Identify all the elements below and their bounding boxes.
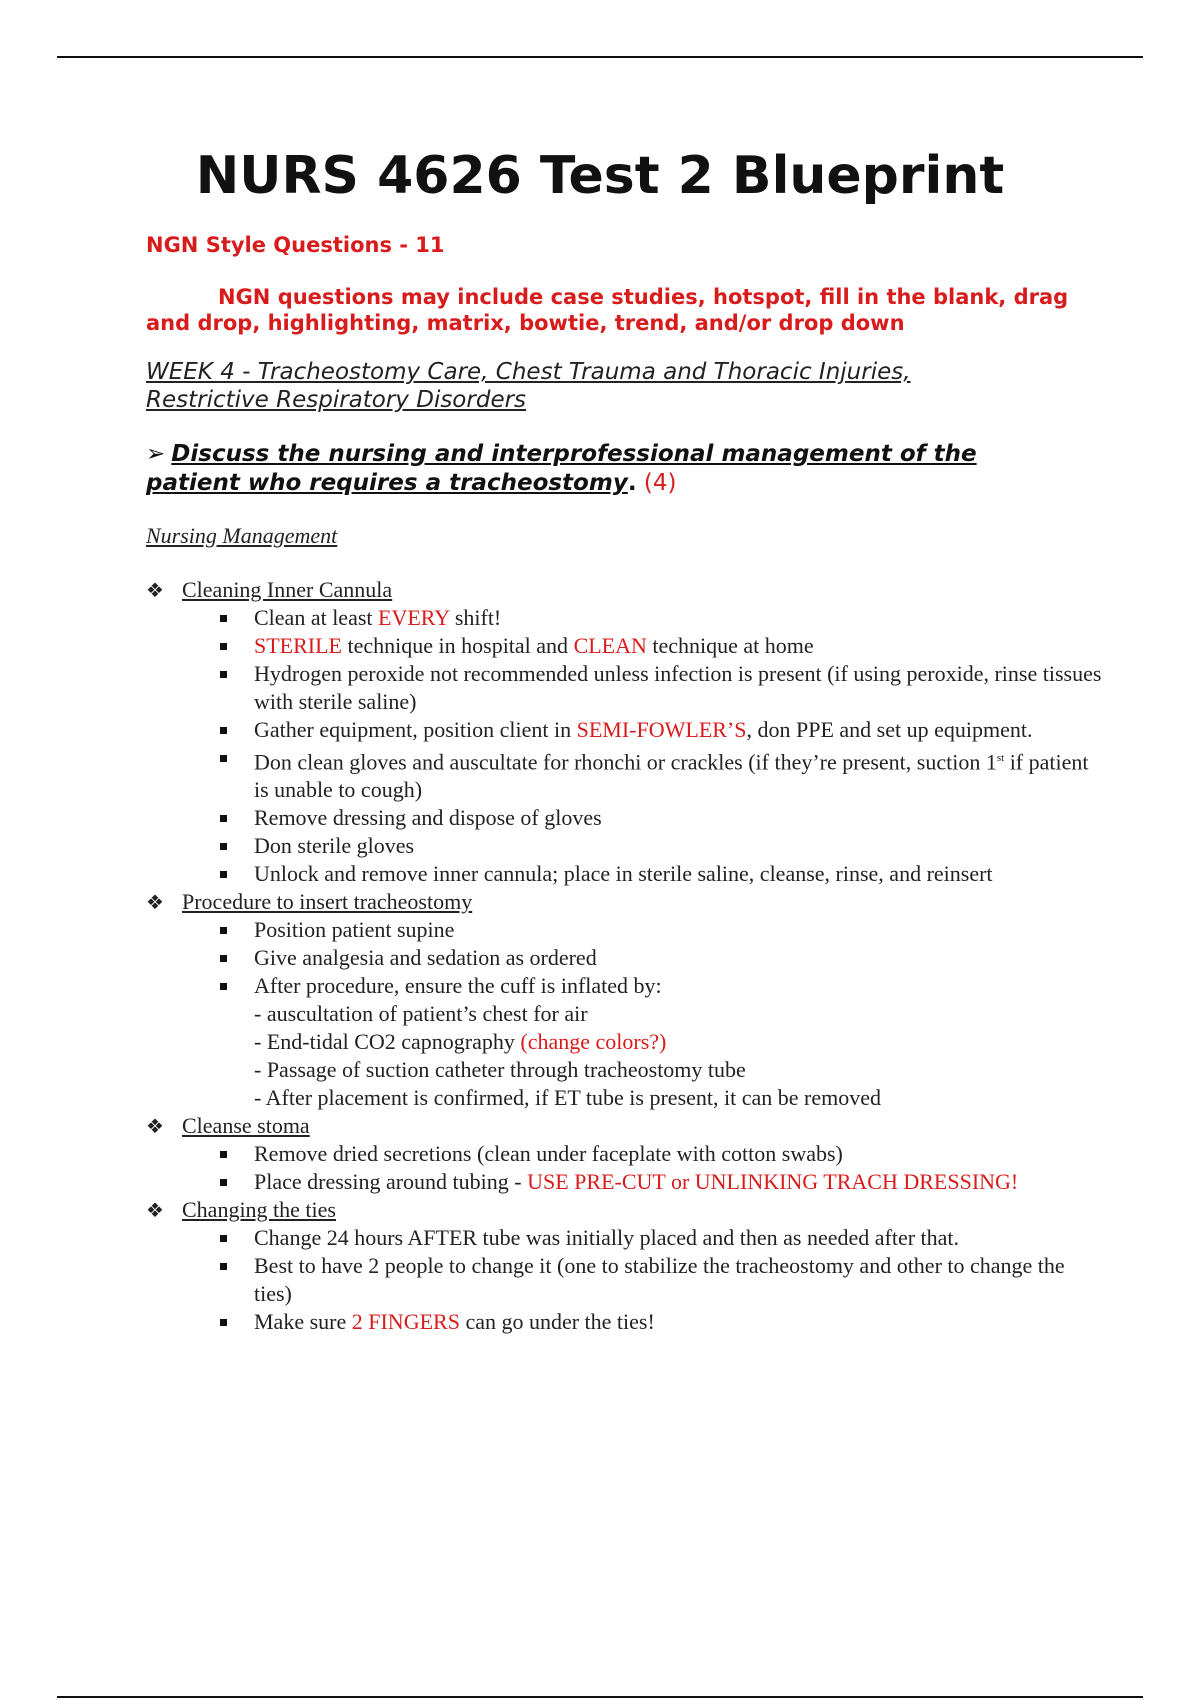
square-bullet-icon [220,1263,227,1270]
square-bullet-icon [220,815,227,822]
objective-period: . [627,470,637,496]
list-item: Best to have 2 people to change it (one to stabilize the tracheostomy and other to change the ties) [146,1252,1106,1308]
list-item: STERILE technique in hospital and CLEAN technique at home [146,632,1106,660]
section [146,1112,1106,1196]
diamond-bullet-icon: ❖ [146,890,164,915]
list-item: Unlock and remove inner cannula; place in sterile saline, cleanse, rinse, and reinsert [146,860,1106,888]
nursing-management-heading: Nursing Management [146,523,338,548]
sub-item: - auscultation of patient’s chest for air [254,1001,588,1027]
list-item: Gather equipment, position client in SEMI-FOWLER’S, don PPE and set up equipment. [146,716,1106,744]
objective-text: Discuss the nursing and interprofessional management of the patient who requires a tracheostomy [146,441,977,496]
list-item: Clean at least EVERY shift! [146,604,1106,632]
list-item: Don sterile gloves [146,832,1106,860]
square-bullet-icon [220,927,227,934]
section-title: ❖ Cleaning Inner Cannula [146,577,393,602]
diamond-bullet-icon: ❖ [146,1114,164,1139]
objective [146,440,1046,498]
square-bullet-icon [220,727,227,734]
week-heading: WEEK 4 - Tracheostomy Care, Chest Trauma and Thoracic Injuries, Restrictive Respiratory Disorders [146,359,911,413]
section-title: ❖ Cleanse stoma [146,1113,310,1139]
sections [146,576,1106,1336]
square-bullet-icon [220,983,227,990]
list-item: Make sure 2 FINGERS can go under the ties! [146,1308,1106,1336]
list-item: Hydrogen peroxide not recommended unless infection is present (if using peroxide, rinse tissues with sterile saline) [146,660,1106,716]
page-title: NURS 4626 Test 2 Blueprint [195,146,1005,206]
document-page [146,140,1106,1336]
section [146,888,1106,1112]
square-bullet-icon [220,1319,227,1326]
list-item: Position patient supine [146,916,1106,944]
sub-item: - End-tidal CO2 capnography (change colors?) [254,1029,667,1055]
list-item: Don clean gloves and auscultate for rhonchi or crackles (if they’re present, suction 1st if patient is unable to cough) [146,744,1106,804]
square-bullet-icon [220,671,227,678]
square-bullet-icon [220,955,227,962]
list-item: Give analgesia and sedation as ordered [146,944,1106,972]
ngn-description: NGN questions may include case studies, hotspot, fill in the blank, drag and drop, highlighting, matrix, bowtie, trend, and/or drop down [146,285,1069,335]
bottom-rule [57,1696,1143,1698]
section [146,1196,1106,1336]
list-item: Place dressing around tubing - USE PRE-CUT or UNLINKING TRACH DRESSING! [146,1168,1106,1196]
square-bullet-icon [220,843,227,850]
section-title: ❖ Changing the ties [146,1197,336,1223]
square-bullet-icon [220,1235,227,1242]
square-bullet-icon [220,871,227,878]
list-item: After procedure, ensure the cuff is inflated by: [146,972,1106,1000]
section-title: ❖ Procedure to insert tracheostomy [146,889,473,915]
square-bullet-icon [220,1151,227,1158]
arrow-bullet-icon: ➢ [146,441,166,467]
square-bullet-icon [220,615,227,622]
list-item: Change 24 hours AFTER tube was initially placed and then as needed after that. [146,1224,1106,1252]
square-bullet-icon [220,755,227,762]
objective-count: (4) [643,470,677,496]
section [146,576,1106,888]
list-item: Remove dried secretions (clean under faceplate with cotton swabs) [146,1140,1106,1168]
list-item: Remove dressing and dispose of gloves [146,804,1106,832]
square-bullet-icon [220,643,227,650]
square-bullet-icon [220,1179,227,1186]
sub-item: - Passage of suction catheter through tracheostomy tube [254,1057,746,1083]
sub-item: - After placement is confirmed, if ET tube is present, it can be removed [254,1085,881,1111]
top-rule [57,56,1143,58]
diamond-bullet-icon: ❖ [146,578,164,602]
ngn-heading: NGN Style Questions - 11 [146,233,445,257]
diamond-bullet-icon: ❖ [146,1198,164,1223]
